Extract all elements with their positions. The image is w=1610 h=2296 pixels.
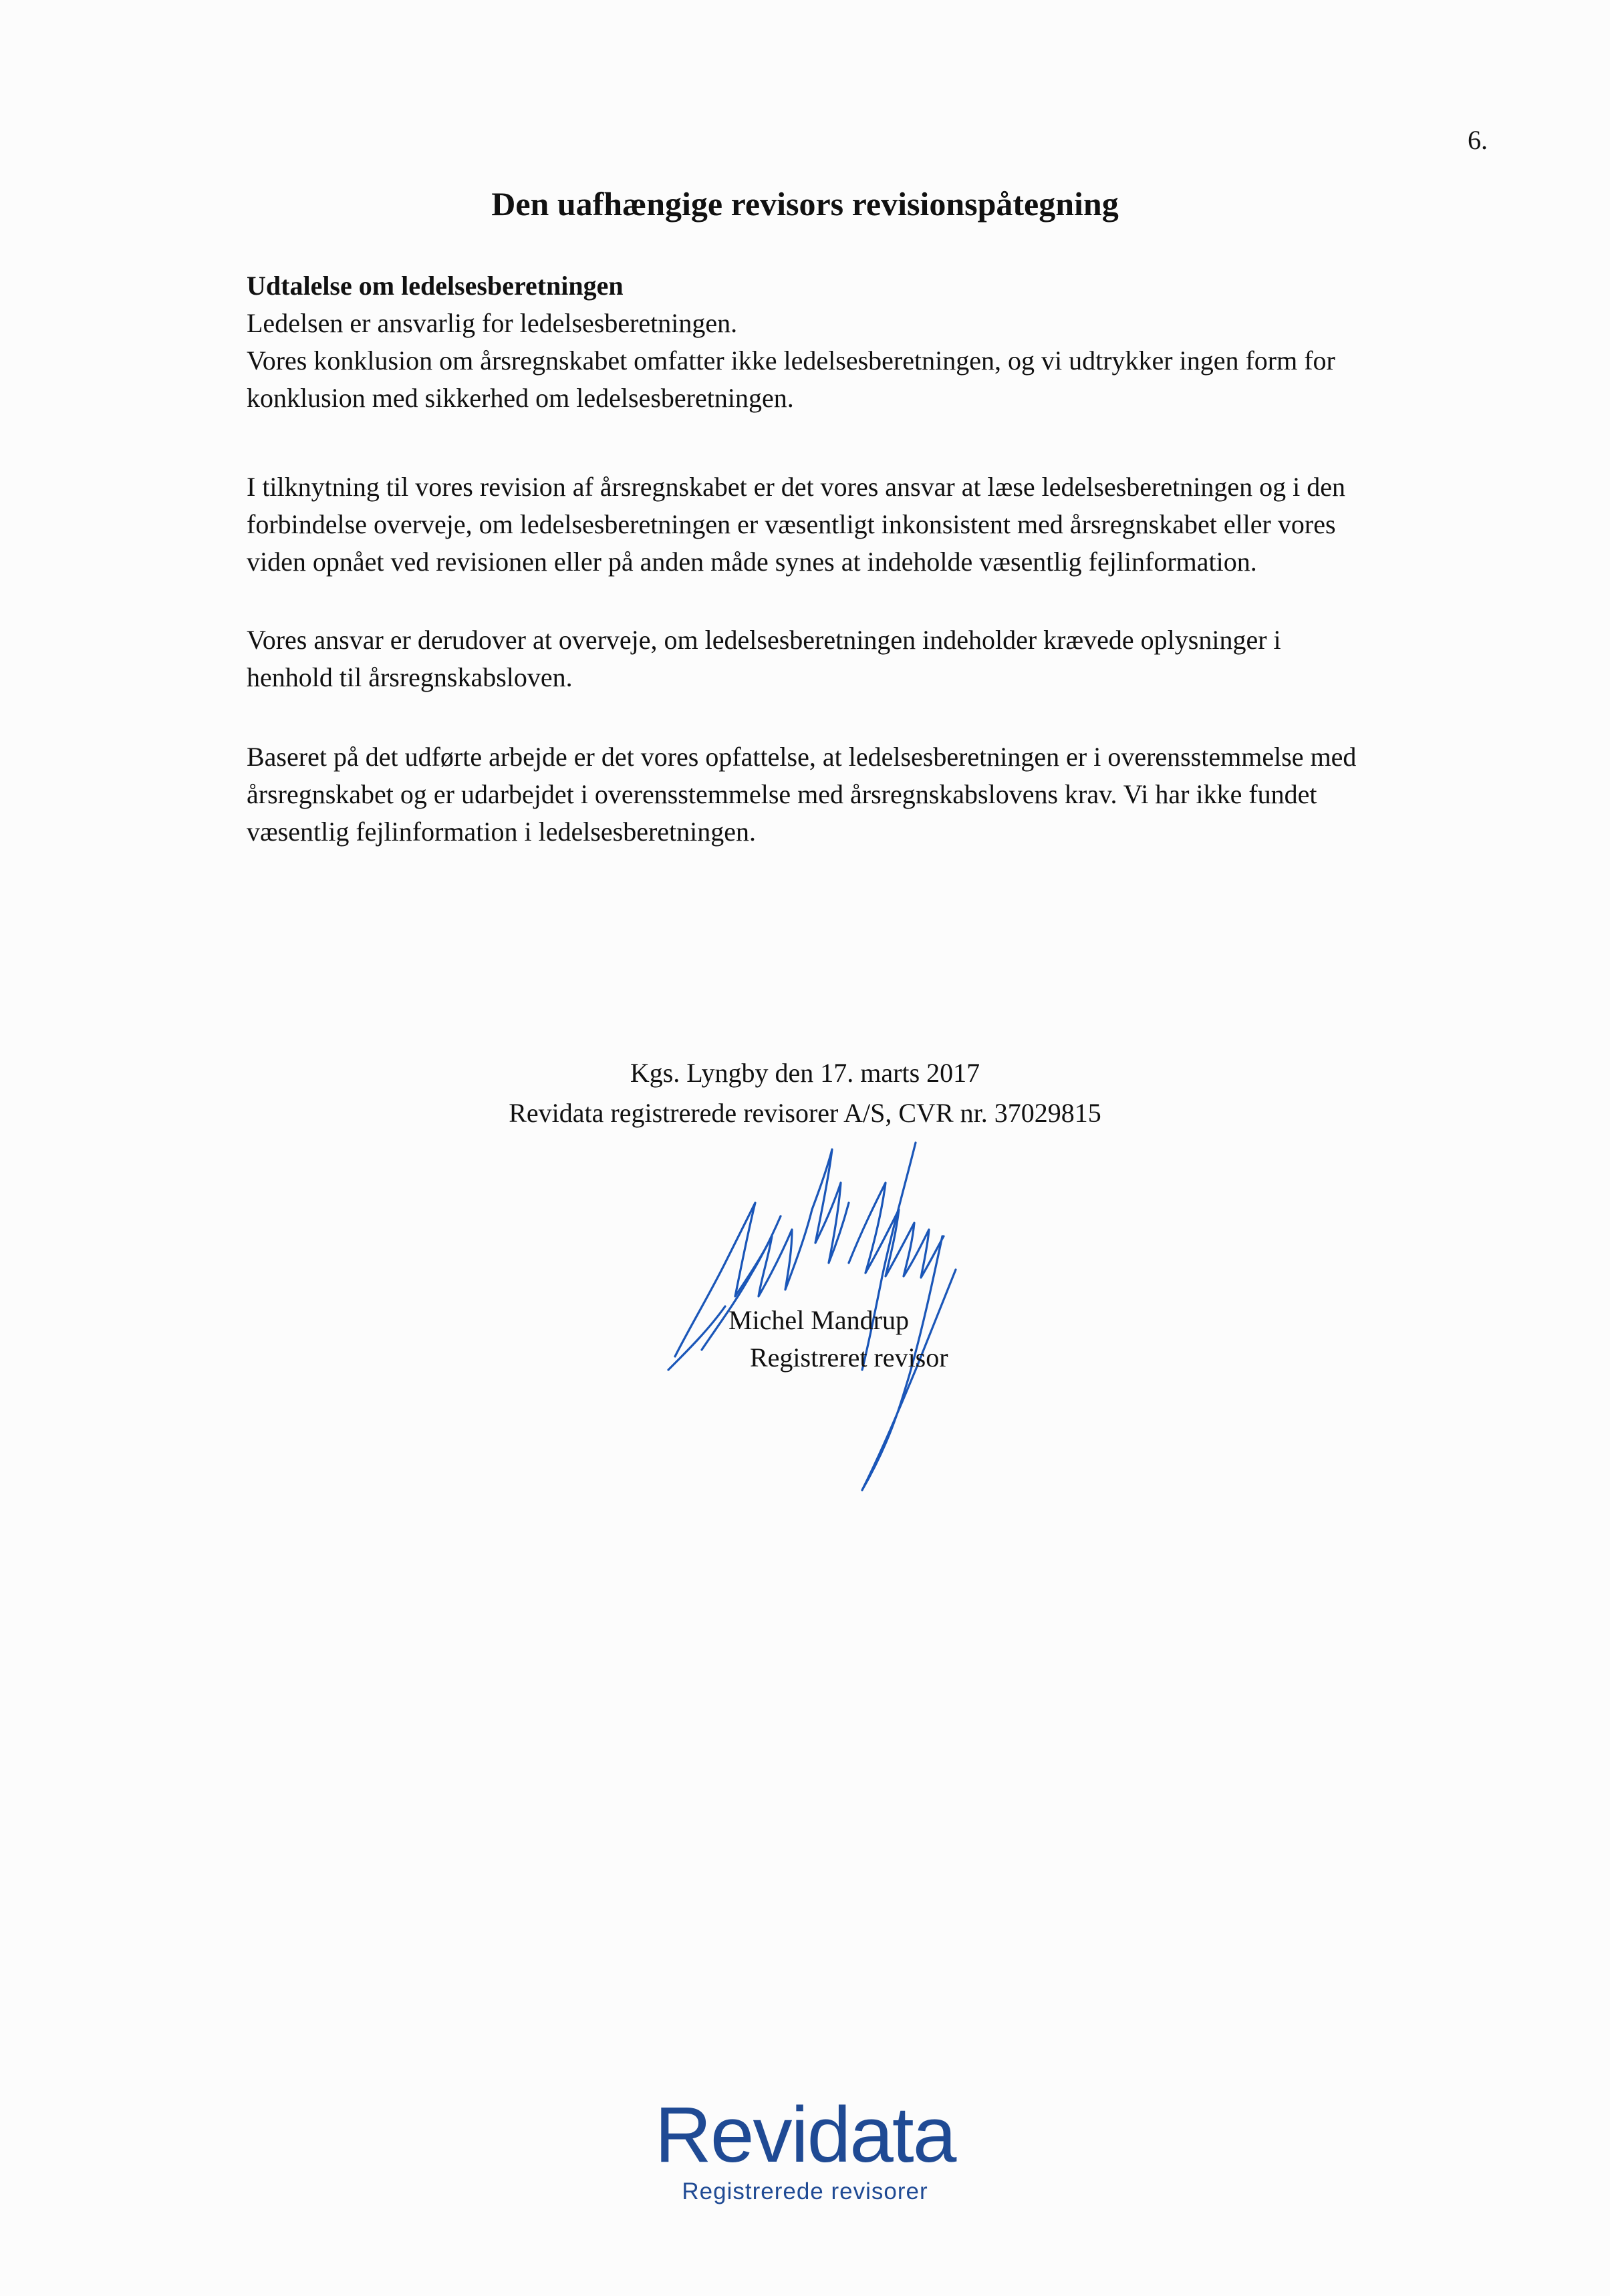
signer-name: Michel Mandrup: [728, 1305, 909, 1335]
paragraph-line: årsregnskabet og er udarbejdet i overensstemmelse med årsregnskabslovens krav. Vi har ikke fundet: [247, 779, 1317, 809]
paragraph-line: viden opnået ved revisionen eller på anden måde synes at indeholde væsentlig fejlinformation.: [247, 547, 1257, 577]
paragraph-4: [247, 738, 1490, 851]
place-date: Kgs. Lyngby den 17. marts 2017: [630, 1058, 980, 1088]
paragraph-line: væsentlig fejlinformation i ledelsesberetningen.: [247, 817, 757, 847]
paragraph-line: Baseret på det udførte arbejde er det vores opfattelse, at ledelsesberetningen er i overensstemmelse med: [247, 742, 1357, 772]
paragraph-line: Vores ansvar er derudover at overveje, om ledelsesberetningen indeholder krævede oplysninger i: [247, 625, 1281, 655]
company-logo: [0, 2092, 1610, 2205]
document-title: Den uafhængige revisors revisionspåtegning: [491, 185, 1119, 223]
paragraph-2: [247, 468, 1490, 581]
paragraph-line: henhold til årsregnskabsloven.: [247, 662, 573, 692]
signature-stroke: [849, 1183, 944, 1278]
paragraph-line: Vores konklusion om årsregnskabet omfatter ikke ledelsesberetningen, og vi udtrykker ingen form for: [247, 345, 1335, 376]
paragraph-1: [247, 305, 1490, 417]
logo-tagline: Registrerede revisorer: [682, 2178, 928, 2204]
paragraph-line: forbindelse overveje, om ledelsesberetningen er væsentligt inkonsistent med årsregnskabet eller vores: [247, 509, 1336, 539]
paragraph-line: konklusion med sikkerhed om ledelsesberetningen.: [247, 383, 794, 413]
section-heading: Udtalelse om ledelsesberetningen: [247, 271, 624, 301]
paragraph-line: I tilknytning til vores revision af årsregnskabet er det vores ansvar at læse ledelsesberetningen og i den: [247, 472, 1345, 502]
firm-line: Revidata registrerede revisorer A/S, CVR nr. 37029815: [509, 1098, 1101, 1128]
logo-wordmark: Revidata: [654, 2091, 956, 2179]
signer-title: Registreret revisor: [750, 1342, 948, 1373]
page-number: 6.: [1468, 125, 1488, 155]
paragraph-3: [247, 621, 1490, 696]
paragraph-line: Ledelsen er ansvarlig for ledelsesberetningen.: [247, 308, 738, 338]
signature-stroke: [812, 1149, 849, 1263]
